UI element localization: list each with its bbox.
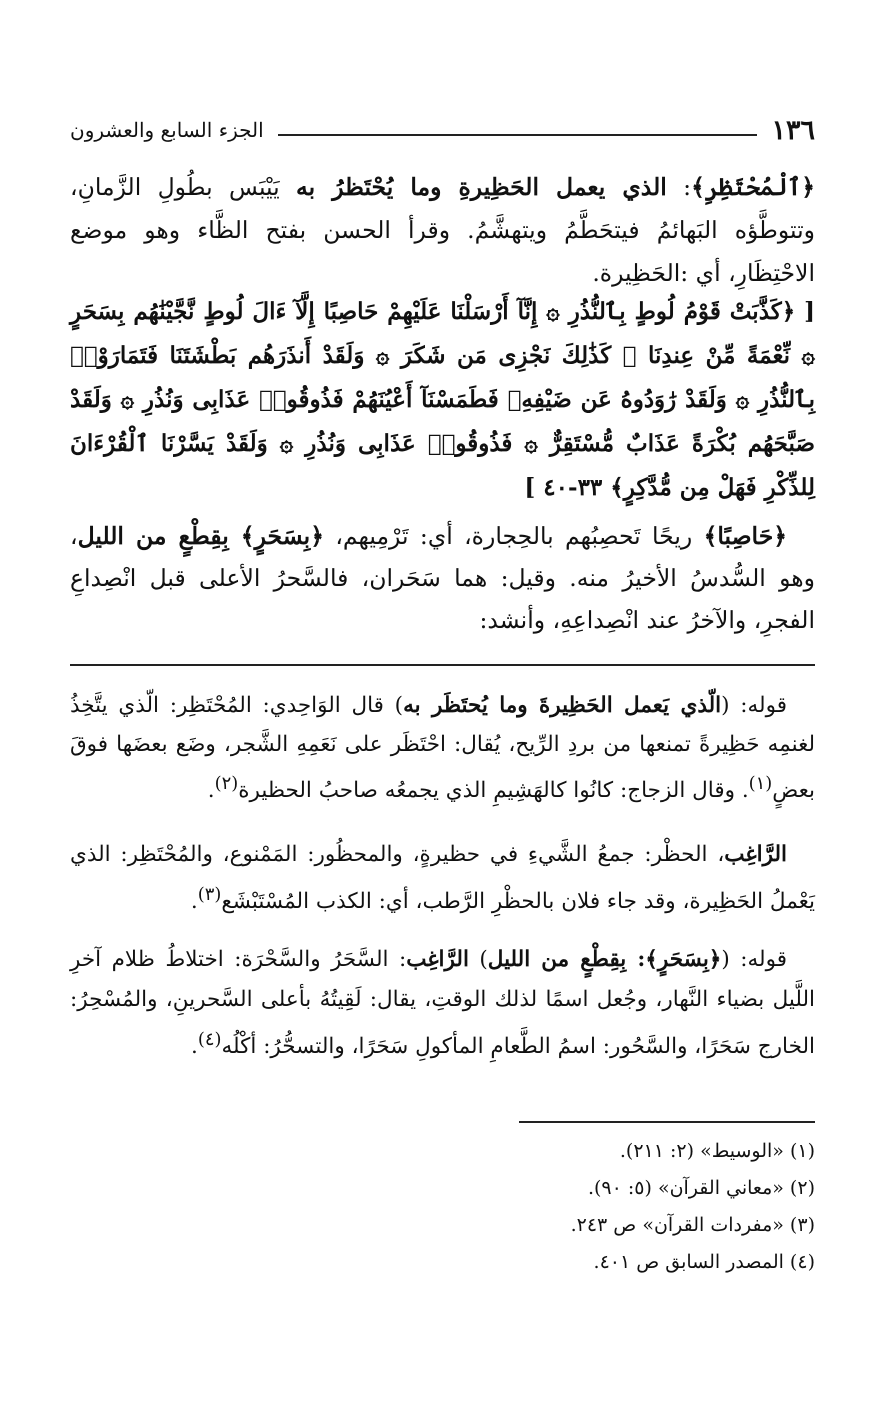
commentary-paragraph-2: [70, 835, 815, 922]
quran-lemma: ﴿ٱلْمُحْتَظِرِ﴾: [691, 173, 816, 201]
paragraph-text: يَيْبَس بطُولِ الزَّمانِ، وتتوطَّؤه البَهائمُ فيتحَطَّمُ ويتهشَّمُ. وقرأ الحسن بفتح الظَّاء وهو موضع الاحْتِظَارِ، أي :الحَظِيرة.: [70, 173, 815, 287]
quran-lemma-sahar: ﴿بِسَحَرٍ﴾: [240, 522, 324, 550]
quran-verses: [ ﴿كَذَّبَتْ قَوْمُ لُوطٍ بِٱلنُّذُرِ ۞ إِنَّآ أَرْسَلْنَا عَلَيْهِمْ حَاصِبًا إِلَّآ ءَالَ لُوطٍ نَّجَّيْنَٰهُم بِسَحَرٍ ۞ نِّعْمَةً مِّنْ عِندِنَا ۚ كَذَٰلِكَ نَجْزِى مَن شَكَرَ ۞ وَلَقَدْ أَنذَرَهُم بَطْشَتَنَا فَتَمَارَوْا۟ بِٱلنُّذُرِ ۞ وَلَقَدْ رَٰوَدُوهُ عَن ضَيْفِهِۦ فَطَمَسْنَآ أَعْيُنَهُمْ فَذُوقُوا۟ عَذَابِى وَنُذُرِ ۞ وَلَقَدْ صَبَّحَهُم بُكْرَةً عَذَابٌ مُّسْتَقِرٌّ ۞ فَذُوقُوا۟ عَذَابِى وَنُذُرِ ۞ وَلَقَدْ يَسَّرْنَا ٱلْقُرْءَانَ لِلذِّكْرِ فَهَلْ مِن مُّدَّكِرٍ﴾ ٣٣-٤٠ ]: [70, 298, 815, 501]
paragraph-text: ، وهو السُّدسُ الأخيرُ منه. وقيل: هما سَحَران، فالسَّحرُ الأعلى قبل انْصِداعِ الفجرِ، والآخرُ عند انْصِداعِهِ، وأنشد:: [70, 522, 815, 634]
footnote-ref[interactable]: (٤): [197, 1029, 222, 1050]
colon: :: [666, 173, 692, 201]
commentary-text: قوله: (: [721, 947, 787, 972]
commentary-separator: [70, 664, 815, 666]
quran-lemma-hasib: ﴿حَاصِبًا﴾: [703, 522, 787, 550]
commentary-text: .: [191, 1034, 198, 1060]
commentary-text: ): [468, 947, 488, 972]
commentary-text: . وقال الزجاج: كانُوا كالهَشِيمِ الذي يجمعُه صاحبُ الحظيرة: [238, 778, 749, 804]
commentary-text: ، الحظْر: جمعُ الشَّيءِ في حظيرةٍ، والمحظُور: المَمْنوع، والمُحْتَظِر: الذي يَعْملُ الحَظِيرة، وقد جاء فلان بالحظْرِ الرَّطب، أي: الكذب المُسْتَبْشَع: [70, 842, 815, 915]
paragraph-hasib: [70, 515, 815, 641]
author-name: الرَّاغِب: [406, 947, 469, 972]
running-title: الجزء السابع والعشرون: [70, 118, 264, 142]
commentary-text: .: [207, 778, 215, 804]
commentary-text: .: [190, 889, 198, 915]
footnote-ref[interactable]: (٣): [197, 884, 222, 905]
paragraph-muhtazir: [70, 166, 815, 295]
commentary-text: ) قال الوَاحِدي: المُحْتَظِر: الّذي يتَّخِذُ لغنمِه حَظِيرةً تمنعها من بردِ الرِّيح، يُقال: احْتَظَر على نَعَمِهِ الشَّجر، وضَع بعضَها فوقَ بعضٍ: [70, 693, 815, 804]
commentary-paragraph-3: [70, 940, 815, 1067]
paragraph-text: ريحًا تَحصِبُهم بالحِجارة، أي: تَرْمِيهم،: [323, 522, 704, 550]
running-header: [70, 112, 815, 148]
footnote-separator: [519, 1121, 815, 1123]
bold-quote: ﴿بِسَحَرٍ﴾: بِقِطْعٍ من الليل: [487, 947, 722, 972]
commentary-text: قوله: (: [721, 693, 787, 718]
footnote-item: (٣) «مفردات القرآن» ص ٢٤٣.: [570, 1214, 815, 1236]
bold-quote: الّذي يَعمل الحَظِيرةَ وما يُحتَظَر به: [403, 693, 722, 718]
bold-gloss: الذي يعمل الحَظِيرةِ وما يُحْتَظرُ به: [296, 173, 667, 201]
bold-gloss: بِقِطْعٍ من الليل: [77, 522, 241, 550]
footnote-ref[interactable]: (١): [748, 773, 773, 794]
footnote-ref[interactable]: (٢): [214, 773, 239, 794]
commentary-text: : السَّحَرُ والسَّحْرَة: اختلاطُ ظلام آخرِ اللَّيل بضياء النَّهار، وجُعل اسمًا لذلك الوقتِ، يقال: لَقِيتُهُ بأعلى السَّحرينِ، والمُسْحِرُ: الخارج سَحَرًا، والسَّحُور: اسمُ الطَّعامِ المأكولِ سَحَرًا، والتسحُّرُ: أكْلُه: [70, 947, 815, 1060]
header-rule: [278, 134, 758, 136]
footnote-item: (١) «الوسيط» (٢: ٢١١).: [619, 1140, 815, 1162]
footnote-item: (٤) المصدر السابق ص ٤٠١.: [593, 1251, 815, 1273]
footnotes: [70, 1133, 815, 1281]
quran-verses-block: [70, 290, 815, 510]
footnote-item: (٢) «معاني القرآن» (٥: ٩٠).: [587, 1177, 815, 1199]
page-number: ١٣٦: [771, 114, 815, 146]
commentary-paragraph-1: [70, 686, 815, 810]
author-name: الرَّاغِب: [724, 842, 787, 867]
